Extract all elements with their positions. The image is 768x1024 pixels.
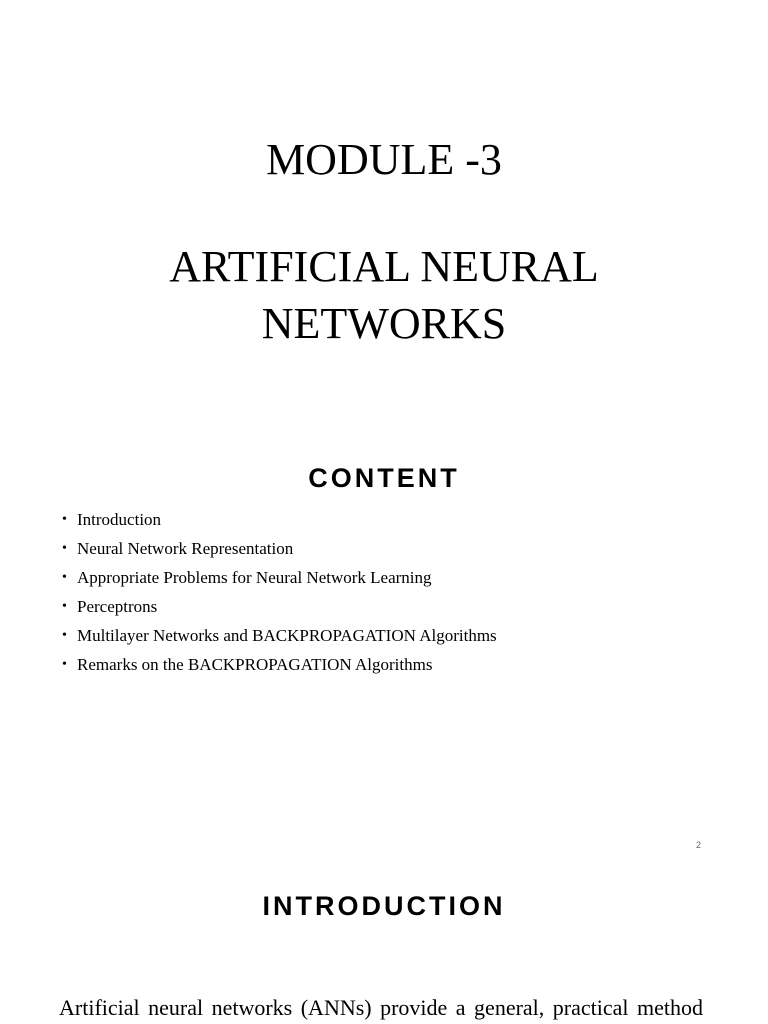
list-item xyxy=(62,592,497,621)
bullet-icon: • xyxy=(62,599,67,614)
main-title-line-2: NETWORKS xyxy=(261,299,507,348)
list-item xyxy=(62,505,497,534)
list-item xyxy=(62,650,497,679)
list-item-label: Perceptrons xyxy=(77,597,158,616)
introduction-paragraph: Artificial neural networks (ANNs) provide a general, practical method xyxy=(59,995,703,1020)
bullet-icon: • xyxy=(62,541,67,556)
list-item xyxy=(62,563,497,592)
main-title xyxy=(0,238,768,352)
list-item-label: Introduction xyxy=(77,510,162,529)
introduction-heading: INTRODUCTION xyxy=(262,891,506,921)
main-title-line-1: ARTIFICIAL NEURAL xyxy=(169,242,599,291)
page-number: 2 xyxy=(696,840,702,850)
bullet-icon: • xyxy=(62,628,67,643)
content-list xyxy=(62,505,497,679)
bullet-icon: • xyxy=(62,512,67,527)
content-heading: CONTENT xyxy=(308,463,460,493)
list-item-label: Multilayer Networks and BACKPROPAGATION Algorithms xyxy=(77,626,497,645)
list-item xyxy=(62,621,497,650)
bullet-icon: • xyxy=(62,657,67,672)
list-item-label: Remarks on the BACKPROPAGATION Algorithms xyxy=(77,655,433,674)
list-item-label: Neural Network Representation xyxy=(77,539,294,558)
module-title: MODULE -3 xyxy=(266,135,502,184)
list-item-label: Appropriate Problems for Neural Network Learning xyxy=(77,568,432,587)
bullet-icon: • xyxy=(62,570,67,585)
list-item xyxy=(62,534,497,563)
